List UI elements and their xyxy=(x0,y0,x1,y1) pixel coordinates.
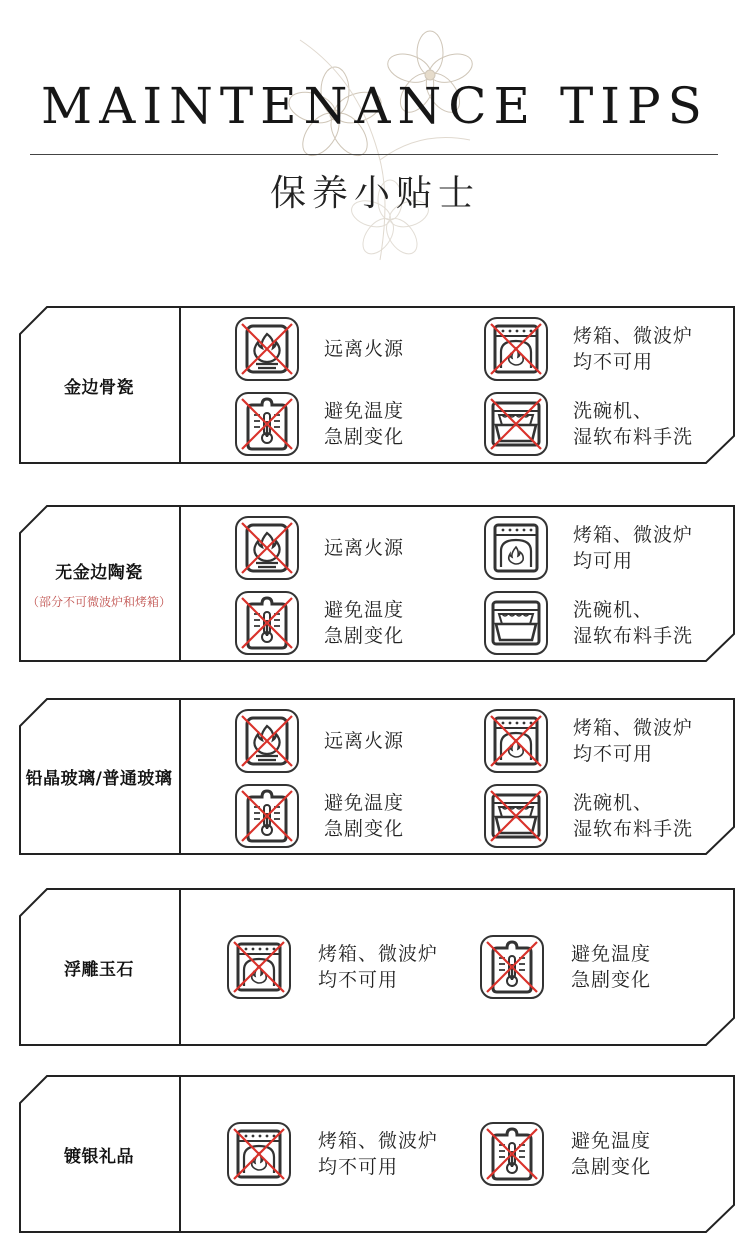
tip-text-line: 避免温度 xyxy=(324,599,405,621)
flower-decoration xyxy=(240,20,510,270)
tip-text xyxy=(573,790,693,842)
tip-text xyxy=(573,522,693,574)
tip-text xyxy=(318,1128,438,1180)
care-tip xyxy=(234,590,404,656)
tip-text-line: 烤箱、微波炉 xyxy=(573,717,694,739)
care-tip xyxy=(226,1121,438,1187)
care-tip xyxy=(234,708,404,774)
card-category xyxy=(19,888,179,1046)
tip-text xyxy=(573,597,693,649)
care-tip xyxy=(234,783,404,849)
care-card xyxy=(19,505,735,662)
tip-text-line: 避免温度 xyxy=(571,943,652,965)
category-name: 镀银礼品 xyxy=(64,1146,134,1167)
dishwasher-icon xyxy=(483,783,549,849)
tip-text-line: 远离火源 xyxy=(324,730,405,752)
thermometer-icon xyxy=(234,590,300,656)
tip-text xyxy=(324,535,404,561)
tip-text xyxy=(324,790,404,842)
thermometer-icon xyxy=(234,391,300,457)
care-tip xyxy=(483,391,693,457)
tip-text-line: 烤箱、微波炉 xyxy=(318,943,439,965)
tip-text xyxy=(324,597,404,649)
oven-icon xyxy=(483,515,549,581)
tip-text-line: 急剧变化 xyxy=(324,426,405,448)
category-name: 金边骨瓷 xyxy=(64,377,134,398)
tip-text-line: 湿软布料手洗 xyxy=(573,426,694,448)
tip-text xyxy=(324,728,404,754)
tip-text-line: 均不可用 xyxy=(318,969,399,991)
oven-icon xyxy=(483,708,549,774)
care-tip xyxy=(483,708,693,774)
care-card xyxy=(19,888,735,1046)
card-category xyxy=(19,1075,179,1233)
tip-text-line: 均不可用 xyxy=(318,1156,399,1178)
tip-text-line: 烤箱、微波炉 xyxy=(318,1130,439,1152)
care-tip xyxy=(483,316,693,382)
tip-text-line: 洗碗机、 xyxy=(573,400,654,422)
tip-text-line: 远离火源 xyxy=(324,537,405,559)
tip-text xyxy=(318,941,438,993)
category-name: 浮雕玉石 xyxy=(64,959,134,980)
page-title-en: MAINTENANCE TIPS xyxy=(41,77,709,135)
care-card xyxy=(19,698,735,855)
card-category xyxy=(19,698,179,855)
fire-icon xyxy=(234,515,300,581)
tip-text-line: 急剧变化 xyxy=(324,625,405,647)
care-tip xyxy=(479,934,651,1000)
thermometer-icon xyxy=(479,934,545,1000)
thermometer-icon xyxy=(479,1121,545,1187)
tip-text-line: 避免温度 xyxy=(571,1130,652,1152)
tip-text-line: 均不可用 xyxy=(573,351,654,373)
tip-text-line: 洗碗机、 xyxy=(573,599,654,621)
care-tip xyxy=(483,783,693,849)
tip-text-line: 远离火源 xyxy=(324,338,405,360)
tip-text-line: 避免温度 xyxy=(324,792,405,814)
oven-icon xyxy=(483,316,549,382)
tip-text xyxy=(573,715,693,767)
tip-text xyxy=(573,398,693,450)
care-tip xyxy=(226,934,438,1000)
tip-text-line: 避免温度 xyxy=(324,400,405,422)
tip-text-line: 均可用 xyxy=(573,550,634,572)
care-card xyxy=(19,306,735,464)
oven-icon xyxy=(226,934,292,1000)
oven-icon xyxy=(226,1121,292,1187)
category-name: 铅晶玻璃/普通玻璃 xyxy=(25,769,173,789)
tip-text-line: 洗碗机、 xyxy=(573,792,654,814)
tip-text xyxy=(573,323,693,375)
care-card xyxy=(19,1075,735,1233)
care-tip xyxy=(483,590,693,656)
tip-text-line: 急剧变化 xyxy=(571,969,652,991)
page-title-cn: 保养小贴士 xyxy=(269,173,480,214)
tip-text-line: 湿软布料手洗 xyxy=(573,818,694,840)
fire-icon xyxy=(234,316,300,382)
card-category xyxy=(19,306,179,464)
card-category xyxy=(19,505,179,662)
tip-text-line: 烤箱、微波炉 xyxy=(573,325,694,347)
tip-text-line: 烤箱、微波炉 xyxy=(573,524,694,546)
care-tip xyxy=(479,1121,651,1187)
tip-text xyxy=(571,1128,651,1180)
tip-text xyxy=(324,398,404,450)
dishwasher-icon xyxy=(483,590,549,656)
tip-text-line: 均不可用 xyxy=(573,743,654,765)
tip-text-line: 急剧变化 xyxy=(324,818,405,840)
thermometer-icon xyxy=(234,783,300,849)
care-tip xyxy=(234,515,404,581)
category-note: （部分不可微波炉和烤箱） xyxy=(26,594,171,609)
tip-text-line: 急剧变化 xyxy=(571,1156,652,1178)
care-tip xyxy=(234,391,404,457)
care-tip xyxy=(234,316,404,382)
fire-icon xyxy=(234,708,300,774)
tip-text xyxy=(571,941,651,993)
care-tip xyxy=(483,515,693,581)
tip-text-line: 湿软布料手洗 xyxy=(573,625,694,647)
tip-text xyxy=(324,336,404,362)
category-name: 无金边陶瓷 xyxy=(55,562,143,583)
title-divider xyxy=(30,154,718,155)
dishwasher-icon xyxy=(483,391,549,457)
